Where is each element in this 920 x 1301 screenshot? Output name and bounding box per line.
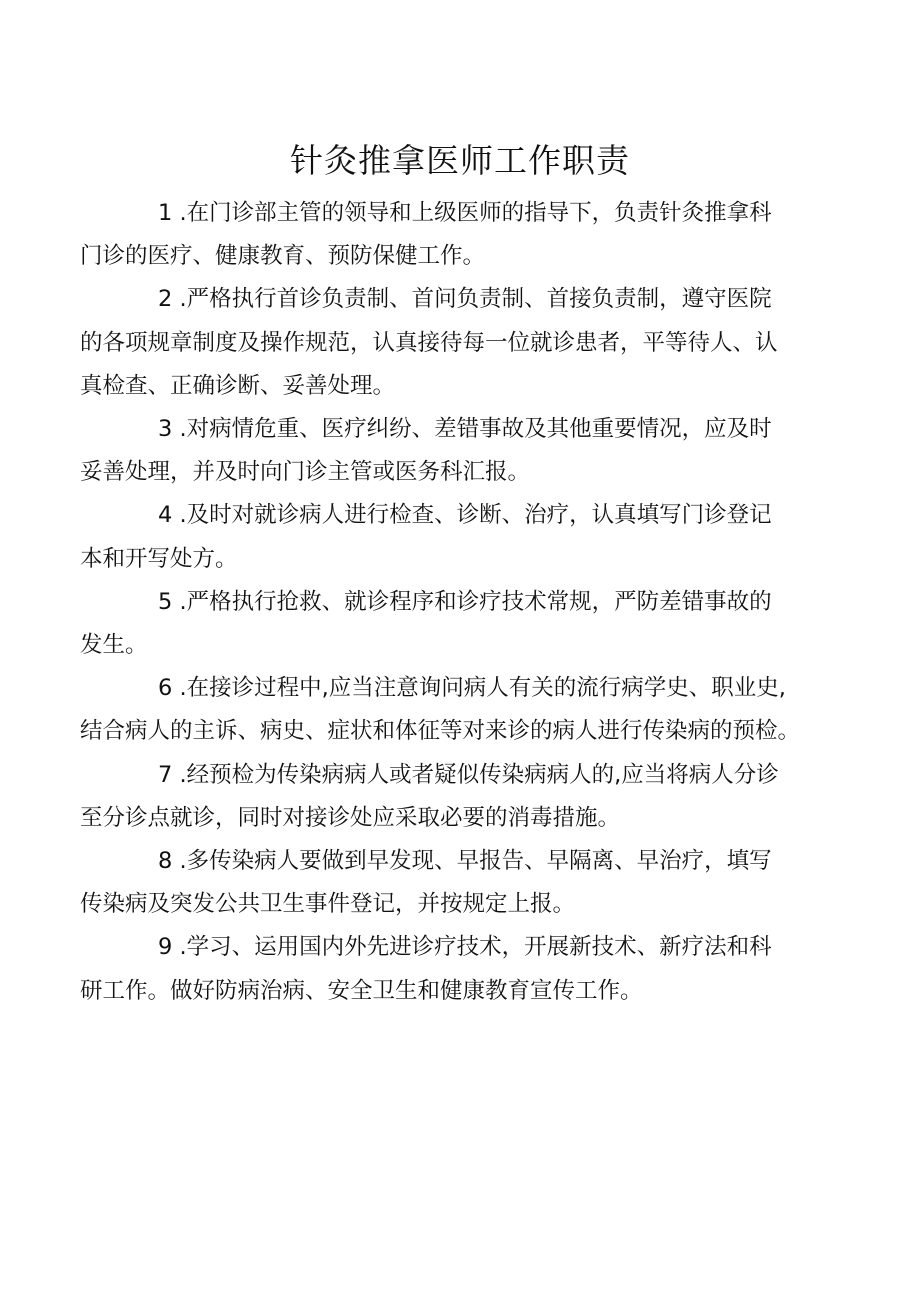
- item-text-line: 研工作。做好防病治病、安全卫生和健康教育宣传工作。: [80, 977, 643, 1004]
- item-text-line: .对病情危重、医疗纠纷、差错事故及其他重要情况，应及时: [179, 416, 772, 443]
- duty-item-1: [80, 192, 842, 278]
- item-number: 5: [158, 588, 173, 615]
- item-number: 3: [158, 416, 173, 443]
- item-number: 6: [158, 675, 173, 702]
- item-number: 1: [158, 200, 173, 226]
- item-text-line: .严格执行首诊负责制、首问负责制、首接负责制，遵守医院: [179, 286, 772, 313]
- item-text-line: 真检查、正确诊断、妥善处理。: [80, 372, 396, 399]
- duty-item-2: [80, 278, 842, 408]
- item-text-line: 本和开写处方。: [80, 545, 238, 572]
- document-title: 针灸推拿医师工作职责: [290, 141, 630, 180]
- duty-item-7: [80, 754, 842, 840]
- duty-list: [80, 192, 842, 1013]
- item-number: 9: [158, 934, 173, 961]
- duty-item-8: [80, 840, 842, 926]
- item-text-line: 传染病及突发公共卫生事件登记，并按规定上报。: [80, 891, 576, 918]
- item-number: 2: [158, 286, 173, 313]
- item-text-line: .在接诊过程中,应当注意询问病人有关的流行病学史、职业史,: [179, 675, 786, 702]
- item-text-line: .经预检为传染病病人或者疑似传染病病人的,应当将病人分诊: [179, 761, 779, 788]
- item-text-line: 至分诊点就诊，同时对接诊处应采取必要的消毒措施。: [80, 804, 621, 831]
- item-number: 7: [158, 761, 173, 788]
- duty-item-9: [80, 926, 842, 1012]
- duty-item-5: [80, 581, 842, 667]
- item-text-line: 的各项规章制度及操作规范，认真接待每一位就诊患者，平等待人、认: [80, 329, 778, 356]
- item-text-line: 结合病人的主诉、病史、症状和体征等对来诊的病人进行传染病的预检。: [80, 718, 801, 745]
- item-text-line: 门诊的医疗、健康教育、预防保健工作。: [80, 243, 486, 270]
- item-number: 4: [158, 502, 173, 529]
- duty-item-4: [80, 494, 842, 580]
- item-number: 8: [158, 848, 173, 875]
- item-text-line: .及时对就诊病人进行检查、诊断、治疗，认真填写门诊登记: [179, 502, 772, 529]
- item-text-line: .学习、运用国内外先进诊疗技术，开展新技术、新疗法和科: [179, 934, 772, 961]
- item-text-line: .多传染病人要做到早发现、早报告、早隔离、早治疗，填写: [179, 848, 772, 875]
- duty-item-6: [80, 667, 842, 753]
- item-text-line: .在门诊部主管的领导和上级医师的指导下，负责针灸推拿科: [179, 200, 772, 226]
- item-text-line: 发生。: [80, 632, 148, 659]
- item-text-line: .严格执行抢救、就诊程序和诊疗技术常规，严防差错事故的: [179, 588, 772, 615]
- duty-item-3: [80, 408, 842, 494]
- item-text-line: 妥善处理，并及时向门诊主管或医务科汇报。: [80, 459, 531, 486]
